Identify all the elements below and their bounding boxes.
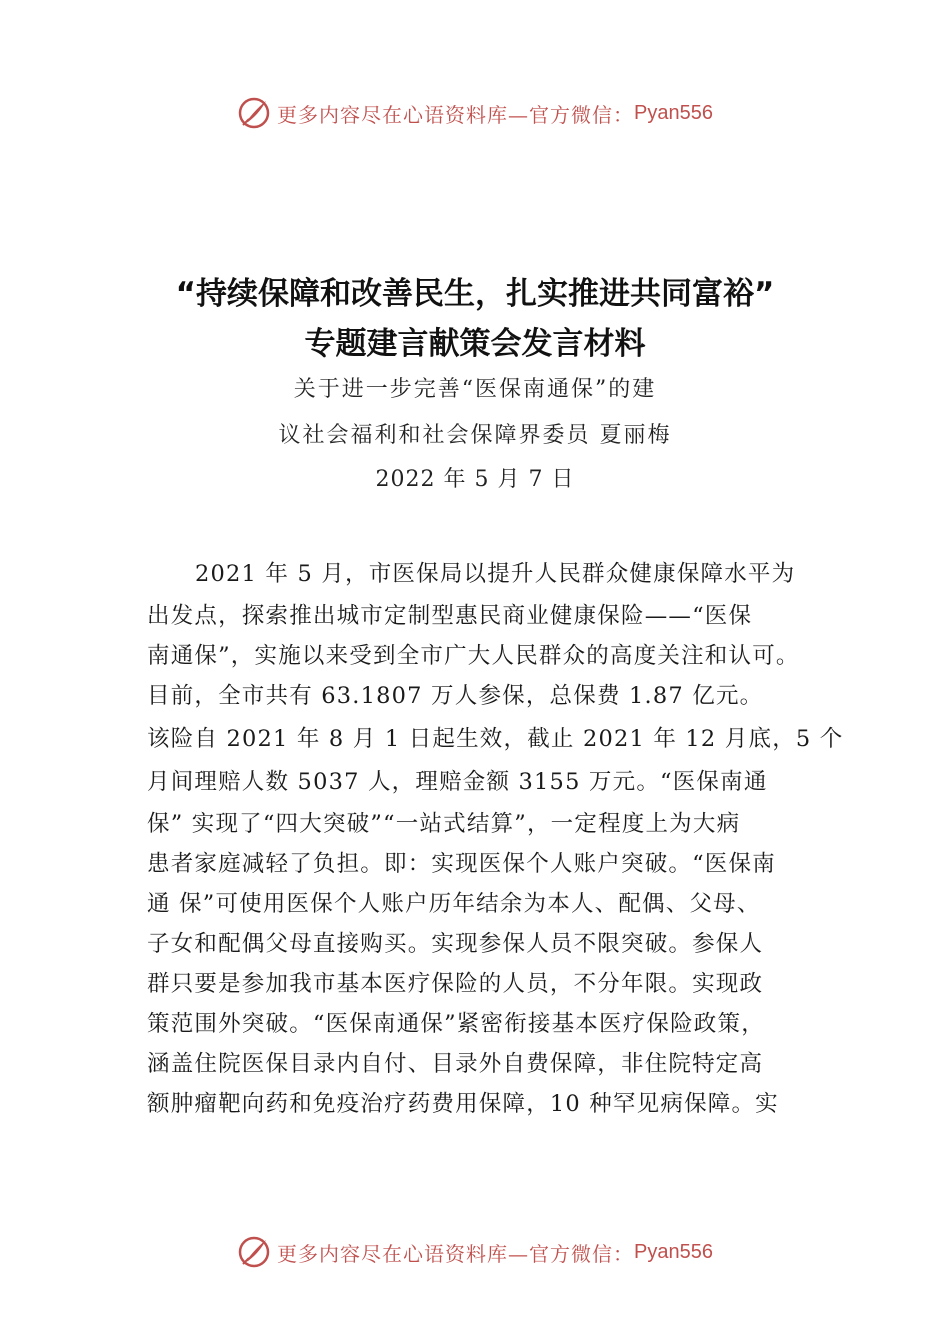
body-line: 群只要是参加我市基本医疗保险的人员，不分年限。实现政 bbox=[147, 971, 764, 997]
body-line: 保” 实现了“四大突破”“一站式结算”，一定程度上为大病 bbox=[147, 811, 741, 837]
watermark-wechat-id: Pyan556 bbox=[634, 1240, 713, 1263]
body-line: 通 保”可使用医保个人账户历年结余为本人、配偶、父母、 bbox=[147, 891, 761, 917]
subtitle-line-2: 议社会福利和社会保障界委员 夏丽梅 bbox=[278, 423, 672, 448]
watermark-text: 更多内容尽在心语资料库—官方微信： bbox=[277, 102, 635, 127]
subtitle-line-1: 关于进一步完善“医保南通保”的建 bbox=[293, 377, 657, 402]
watermark-text: 更多内容尽在心语资料库—官方微信： bbox=[277, 1241, 635, 1266]
body-line: 策范围外突破。“医保南通保”紧密衔接基本医疗保险政策， bbox=[147, 1011, 765, 1037]
body-line: 南通保”，实施以来受到全市广大人民群众的高度关注和认可。 bbox=[147, 643, 800, 669]
body-line: 子女和配偶父母直接购买。实现参保人员不限突破。参保人 bbox=[147, 931, 764, 957]
document-title-line-2: 专题建言献策会发言材料 bbox=[304, 326, 646, 362]
body-line: 目前，全市共有 63.1807 万人参保，总保费 1.87 亿元。 bbox=[147, 683, 764, 709]
body-line: 2021 年 5 月，市医保局以提升人民群众健康保障水平为 bbox=[195, 561, 796, 587]
feather-pen-logo-icon bbox=[237, 96, 271, 130]
body-line: 涵盖住院医保目录内自付、目录外自费保障，非住院特定高 bbox=[147, 1051, 764, 1077]
watermark-wechat-id: Pyan556 bbox=[634, 101, 713, 124]
body-line: 月间理赔人数 5037 人，理赔金额 3155 万元。“医保南通 bbox=[147, 769, 768, 795]
body-line: 额肿瘤靶向药和免疫治疗药费用保障，10 种罕见病保障。实 bbox=[147, 1091, 779, 1117]
footer-watermark bbox=[0, 1235, 950, 1269]
body-line: 患者家庭减轻了负担。即：实现医保个人账户突破。“医保南 bbox=[147, 851, 776, 877]
feather-pen-logo-icon bbox=[237, 1235, 271, 1269]
body-line: 该险自 2021 年 8 月 1 日起生效，截止 2021 年 12 月底，5 个 bbox=[147, 726, 844, 752]
document-title-line-1: “持续保障和改善民生，扎实推进共同富裕” bbox=[175, 276, 775, 312]
header-watermark bbox=[0, 96, 950, 130]
document-date: 2022 年 5 月 7 日 bbox=[375, 467, 575, 492]
body-line: 出发点，探索推出城市定制型惠民商业健康保险——“医保 bbox=[147, 603, 753, 629]
